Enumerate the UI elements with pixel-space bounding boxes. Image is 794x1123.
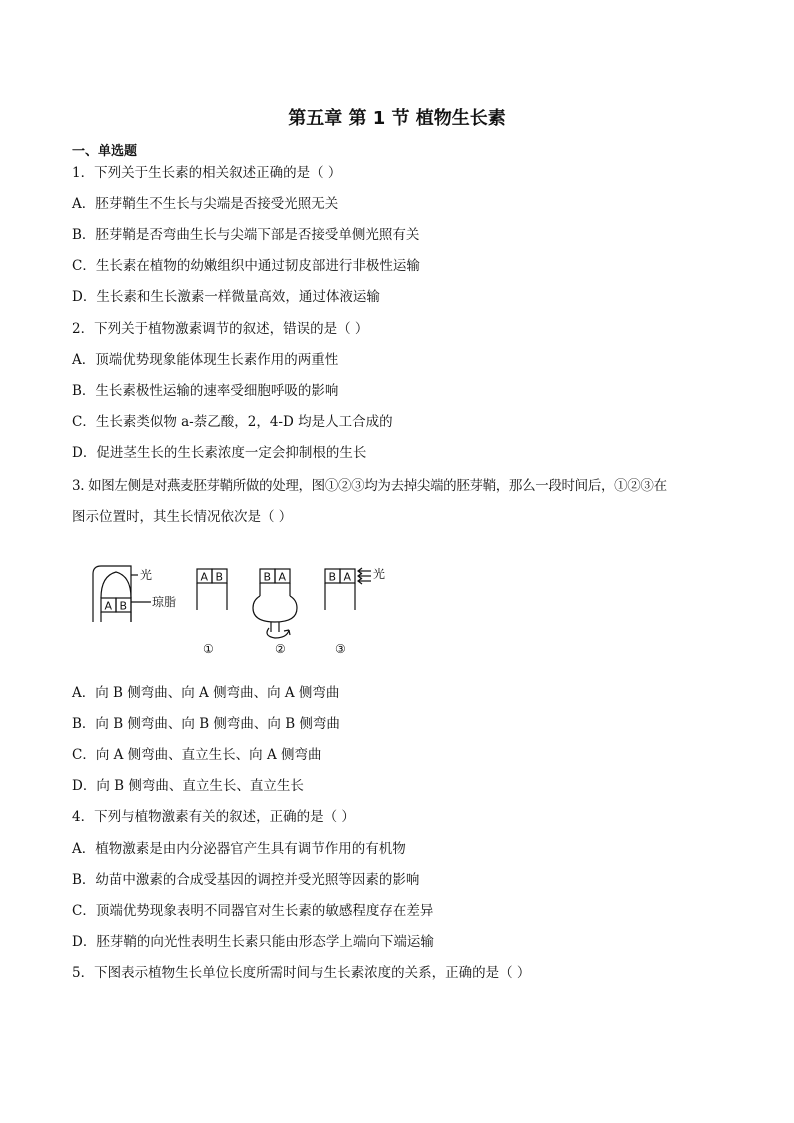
label-b-3: B	[328, 570, 337, 584]
question-5-stem: 5．下图表示植物生长单位长度所需时间与生长素浓度的关系，正确的是（ ）	[72, 965, 531, 981]
question-4-option-c[interactable]: C．顶端优势现象表明不同器官对生长素的敏感程度存在差异	[72, 903, 434, 919]
question-2-option-b[interactable]: B．生长素极性运输的速率受细胞呼吸的影响	[72, 383, 339, 399]
section-heading: 一、单选题	[72, 144, 138, 159]
coleoptile-figure	[85, 558, 405, 658]
question-1-option-d[interactable]: D．生长素和生长激素一样微量高效，通过体液运输	[72, 289, 380, 305]
question-3-stem-line1: 3. 如图左侧是对燕麦胚芽鞘所做的处理，图①②③均为去掉尖端的胚芽鞘，那么一段时间后，①②③在	[72, 478, 667, 494]
label-light-left: 光	[140, 568, 153, 582]
label-b-left: B	[119, 599, 128, 613]
question-1-stem: 1．下列关于生长素的相关叙述正确的是（ ）	[72, 165, 342, 181]
question-4-option-b[interactable]: B．幼苗中激素的合成受基因的调控并受光照等因素的影响	[72, 872, 420, 888]
question-1-option-c[interactable]: C．生长素在植物的幼嫩组织中通过韧皮部进行非极性运输	[72, 258, 420, 274]
label-a-2: A	[278, 570, 287, 584]
question-3-option-c[interactable]: C．向 A 侧弯曲、直立生长、向 A 侧弯曲	[72, 747, 322, 763]
label-b-1: B	[215, 570, 224, 584]
rotation-arrow	[267, 628, 289, 638]
question-3-option-b[interactable]: B．向 B 侧弯曲、向 B 侧弯曲、向 B 侧弯曲	[72, 716, 340, 732]
question-4-option-a[interactable]: A．植物激素是由内分泌器官产生具有调节作用的有机物	[72, 841, 406, 857]
question-2-option-a[interactable]: A．顶端优势现象能体现生长素作用的两重性	[72, 352, 339, 368]
label-a-left: A	[104, 599, 113, 613]
question-2-option-d[interactable]: D．促进茎生长的生长素浓度一定会抑制根的生长	[72, 445, 367, 461]
question-2-stem: 2．下列关于植物激素调节的叙述，错误的是（ ）	[72, 321, 369, 337]
label-figure-2: ②	[275, 642, 286, 656]
label-light-right: 光	[373, 567, 386, 581]
rotating-stage	[253, 596, 297, 622]
question-1-option-b[interactable]: B．胚芽鞘是否弯曲生长与尖端下部是否接受单侧光照有关	[72, 227, 420, 243]
coleoptile-tip	[101, 572, 131, 598]
label-a-1: A	[200, 570, 209, 584]
question-4-option-d[interactable]: D．胚芽鞘的向光性表明生长素只能由形态学上端向下端运输	[72, 934, 434, 950]
label-figure-1: ①	[203, 642, 214, 656]
question-3-stem-line2: 图示位置时，其生长情况依次是（ ）	[72, 509, 293, 525]
question-1-option-a[interactable]: A．胚芽鞘生不生长与尖端是否接受光照无关	[72, 196, 339, 212]
light-box	[93, 566, 131, 622]
question-2-option-c[interactable]: C．生长素类似物 a-萘乙酸，2，4-D 均是人工合成的	[72, 414, 393, 430]
question-3-option-d[interactable]: D．向 B 侧弯曲、直立生长、直立生长	[72, 778, 304, 794]
page-title: 第五章 第 1 节 植物生长素	[288, 108, 506, 129]
label-b-2: B	[263, 570, 272, 584]
label-figure-3: ③	[335, 642, 346, 656]
label-agar: 琼脂	[152, 595, 177, 609]
label-a-3: A	[343, 570, 352, 584]
question-3-option-a[interactable]: A．向 B 侧弯曲、向 A 侧弯曲、向 A 侧弯曲	[72, 685, 340, 701]
question-4-stem: 4．下列与植物激素有关的叙述，正确的是（ ）	[72, 809, 355, 825]
